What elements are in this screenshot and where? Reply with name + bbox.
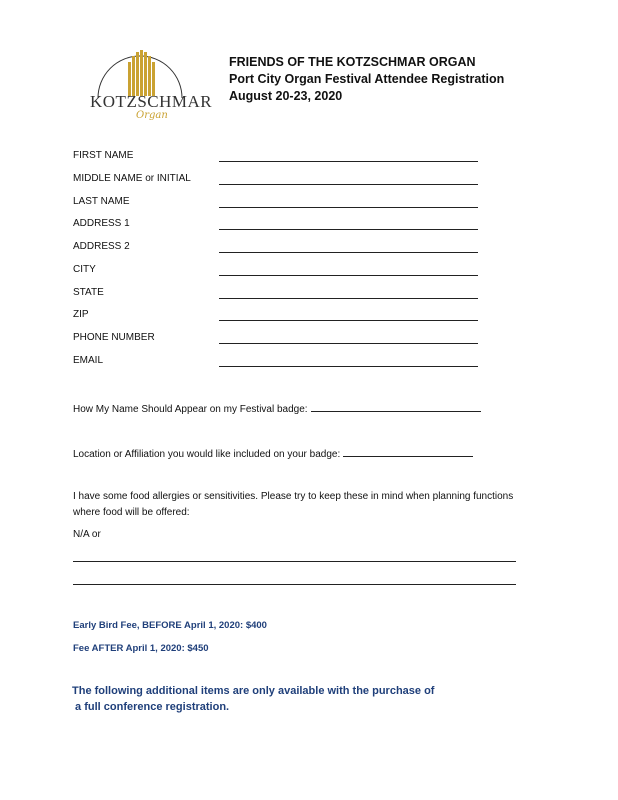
field-label: MIDDLE NAME or INITIAL bbox=[73, 172, 191, 184]
registration-fields bbox=[73, 150, 493, 378]
note-line1: The following additional items are only available with the purchase of bbox=[72, 685, 435, 697]
form-header bbox=[229, 54, 504, 105]
field-blank-line[interactable] bbox=[219, 275, 478, 276]
field-middle-name bbox=[73, 173, 493, 196]
note-line2: a full conference registration. bbox=[72, 701, 230, 713]
field-city bbox=[73, 264, 493, 287]
badge-location-blank[interactable] bbox=[343, 447, 473, 457]
header-org: FRIENDS OF THE KOTZSCHMAR ORGAN bbox=[229, 55, 476, 69]
allergies-blank-line-1[interactable] bbox=[73, 561, 516, 562]
field-label: LAST NAME bbox=[73, 195, 130, 207]
field-blank-line[interactable] bbox=[219, 343, 478, 344]
field-label: CITY bbox=[73, 263, 96, 275]
field-blank-line[interactable] bbox=[219, 320, 478, 321]
logo-wordmark: KOTZSCHMAR bbox=[90, 92, 213, 111]
field-email bbox=[73, 355, 493, 378]
header-title: Port City Organ Festival Attendee Registration bbox=[229, 72, 505, 86]
field-address-1 bbox=[73, 218, 493, 241]
badge-name-label: How My Name Should Appear on my Festival badge: bbox=[73, 404, 308, 415]
field-label: ZIP bbox=[73, 309, 89, 321]
field-blank-line[interactable] bbox=[219, 229, 478, 230]
allergies-question-line2: where food will be offered: bbox=[73, 507, 190, 518]
logo-script-text: Organ bbox=[136, 110, 168, 121]
field-state bbox=[73, 287, 493, 310]
late-fee: Fee AFTER April 1, 2020: $450 bbox=[73, 643, 209, 654]
field-zip bbox=[73, 309, 493, 332]
field-blank-line[interactable] bbox=[219, 366, 478, 367]
field-blank-line[interactable] bbox=[219, 161, 478, 162]
field-label: ADDRESS 2 bbox=[73, 241, 130, 252]
kotzschmar-logo bbox=[90, 40, 213, 128]
early-bird-fee: Early Bird Fee, BEFORE April 1, 2020: $400 bbox=[73, 620, 267, 631]
header-dates: August 20-23, 2020 bbox=[229, 89, 343, 103]
allergies-blank-line-2[interactable] bbox=[73, 584, 516, 585]
field-address-2 bbox=[73, 241, 493, 264]
field-label: FIRST NAME bbox=[73, 150, 134, 161]
field-blank-line[interactable] bbox=[219, 252, 478, 253]
badge-name-blank[interactable] bbox=[311, 402, 481, 412]
field-blank-line[interactable] bbox=[219, 298, 478, 299]
badge-location-label: Location or Affiliation you would like included on your badge: bbox=[73, 449, 341, 460]
field-label: EMAIL bbox=[73, 354, 104, 366]
additional-items-note bbox=[72, 683, 434, 715]
field-blank-line[interactable] bbox=[219, 207, 478, 208]
badge-name-question bbox=[73, 402, 481, 415]
allergies-na-label: N/A or bbox=[73, 529, 101, 540]
field-last-name bbox=[73, 196, 493, 219]
badge-location-question bbox=[73, 447, 473, 460]
field-phone bbox=[73, 332, 493, 355]
allergies-question-line1: I have some food allergies or sensitivities. Please try to keep these in mind when planning functions bbox=[73, 491, 514, 502]
field-label: ADDRESS 1 bbox=[73, 218, 130, 230]
organ-pipes-icon bbox=[90, 40, 190, 100]
field-first-name bbox=[73, 150, 493, 173]
field-label: STATE bbox=[73, 286, 104, 298]
field-blank-line[interactable] bbox=[219, 184, 478, 185]
field-label: PHONE NUMBER bbox=[73, 332, 155, 343]
